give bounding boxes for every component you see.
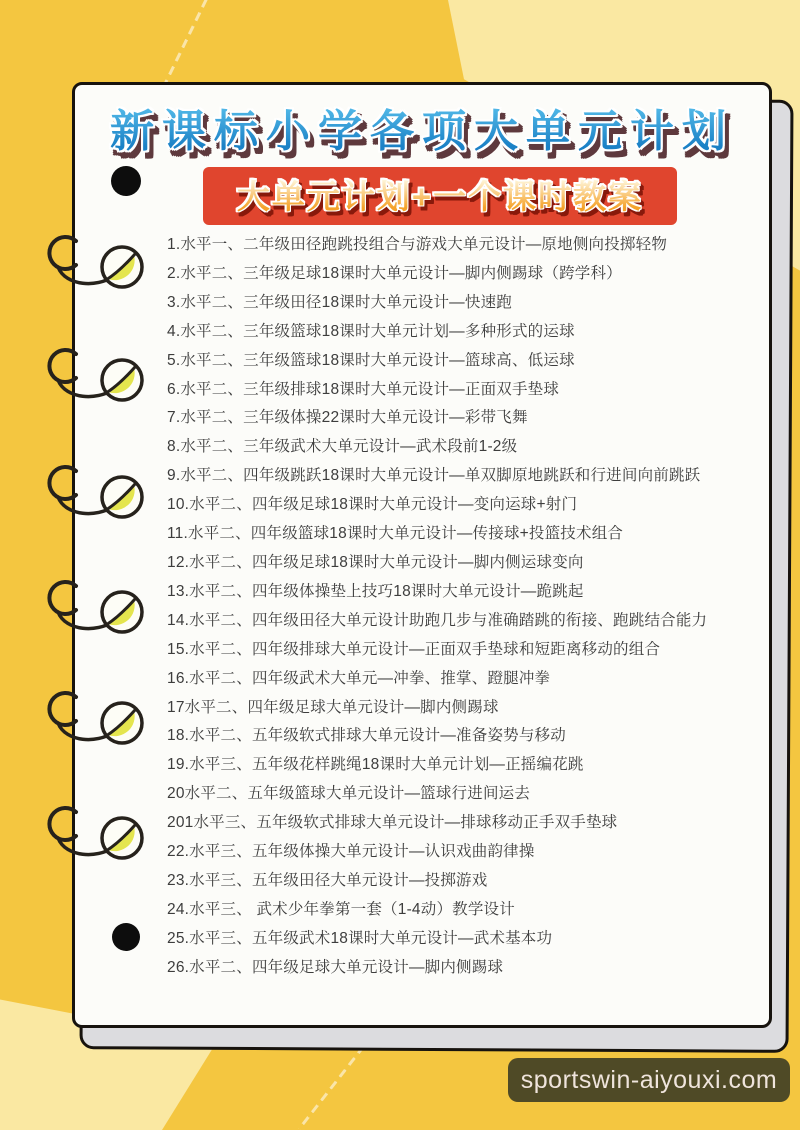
watermark-text: sportswin-aiyouxi.com [520, 1065, 778, 1094]
list-item: 18.水平二、五年级软式排球大单元设计—准备姿势与移动 [167, 727, 566, 745]
binder-dot-icon [112, 923, 140, 951]
page-title: 新课标小学各项大单元计划 [75, 95, 769, 159]
list-item: 8.水平二、三年级武术大单元设计—武术段前1-2级 [167, 438, 518, 456]
subtitle-banner-label: 大单元计划+一个课时教案 [237, 171, 643, 218]
watermark-badge [508, 1058, 790, 1102]
list-item: 13.水平二、四年级体操垫上技巧18课时大单元设计—跪跳起 [167, 582, 584, 600]
list-item: 20水平二、五年级篮球大单元设计—篮球行进间运去 [167, 785, 531, 803]
list-item: 1.水平一、二年级田径跑跳投组合与游戏大单元设计—原地侧向投掷轻物 [167, 236, 668, 253]
list-item: 3.水平二、三年级田径18课时大单元设计—快速跑 [167, 293, 512, 311]
list-item: 201水平三、五年级软式排球大单元设计—排球移动正手双手垫球 [167, 814, 618, 832]
list-item: 17水平二、四年级足球大单元设计—脚内侧踢球 [167, 698, 499, 716]
binder-ring-icon [46, 229, 150, 303]
list-item: 14.水平二、四年级田径大单元设计助跑几步与准确踏跳的衔接、跑跳结合能力 [167, 611, 708, 629]
list-item: 16.水平二、四年级武术大单元—冲拳、推掌、蹬腿冲拳 [167, 669, 551, 687]
list-item: 12.水平二、四年级足球18课时大单元设计—脚内侧运球变向 [167, 553, 584, 571]
binder-ring-icon [46, 342, 150, 416]
binder-ring-icon [46, 685, 150, 759]
unit-plan-list [167, 231, 742, 983]
binder-ring-icon [46, 459, 150, 533]
list-item: 4.水平二、三年级篮球18课时大单元计划—多种形式的运球 [167, 322, 575, 340]
subtitle-banner [203, 167, 677, 225]
list-item: 15.水平二、四年级排球大单元设计—正面双手垫球和短距离移动的组合 [167, 640, 661, 658]
list-item: 26.水平二、四年级足球大单元设计—脚内侧踢球 [167, 958, 504, 976]
binder-ring-icon [46, 800, 150, 874]
list-item: 24.水平三、 武术少年拳第一套（1-4动）教学设计 [167, 900, 515, 918]
list-item: 7.水平二、三年级体操22课时大单元设计—彩带飞舞 [167, 409, 528, 427]
list-item: 9.水平二、四年级跳跃18课时大单元设计—单双脚原地跳跃和行进间向前跳跃 [167, 467, 701, 485]
binder-ring-icon [46, 574, 150, 648]
list-item: 25.水平三、五年级武术18课时大单元设计—武术基本功 [167, 929, 553, 947]
binder-dot-icon [111, 166, 141, 196]
list-item: 2.水平二、三年级足球18课时大单元设计—脚内侧踢球（跨学科） [167, 264, 622, 282]
paper-sheet [72, 82, 772, 1028]
background-dashed-line-bottom [298, 1045, 365, 1130]
list-item: 19.水平三、五年级花样跳绳18课时大单元计划—正摇编花跳 [167, 756, 584, 774]
list-item: 22.水平三、五年级体操大单元设计—认识戏曲韵律操 [167, 843, 535, 861]
list-item: 10.水平二、四年级足球18课时大单元设计—变向运球+射门 [167, 496, 578, 514]
list-item: 6.水平二、三年级排球18课时大单元设计—正面双手垫球 [167, 380, 560, 398]
background-dashed-line-top [161, 0, 208, 90]
list-item: 5.水平二、三年级篮球18课时大单元设计—篮球高、低运球 [167, 351, 575, 369]
list-item: 23.水平三、五年级田径大单元设计—投掷游戏 [167, 871, 488, 889]
list-item: 11.水平二、四年级篮球18课时大单元设计—传接球+投篮技术组合 [167, 525, 624, 543]
